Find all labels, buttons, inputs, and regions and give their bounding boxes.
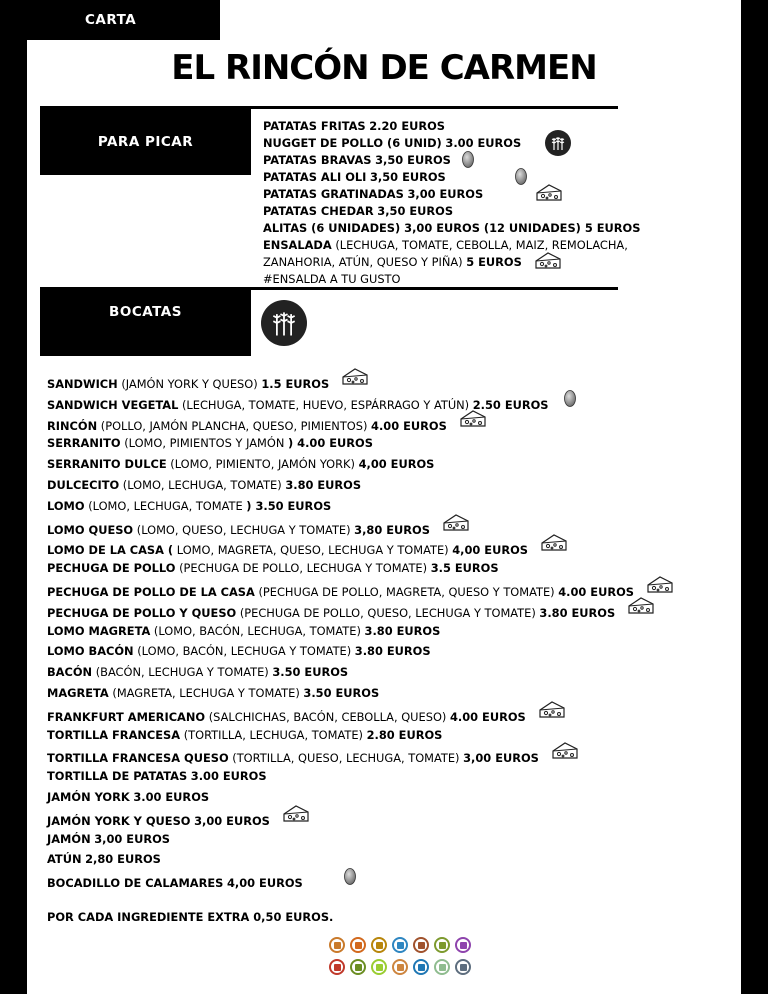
- allergen-icon: [392, 959, 408, 975]
- item-price: 3.80 EUROS: [285, 477, 362, 492]
- item-price: 4,00 EUROS: [452, 543, 528, 558]
- item-name: PATATAS FRITAS: [263, 119, 366, 133]
- item-description: (LOMO, PIMIENTOS Y JAMÓN: [124, 436, 285, 451]
- item-price: 3.80 EUROS: [539, 605, 616, 620]
- item-description: (BACÓN, LECHUGA Y TOMATE): [95, 665, 269, 680]
- item-price: 3,50 EUROS: [377, 204, 454, 218]
- item-name: NUGGET DE POLLO (6 UNID): [263, 136, 442, 150]
- item-description: (LECHUGA, TOMATE, HUEVO, ESPÁRRAGO Y ATÚN): [181, 397, 470, 412]
- item-name: JAMÓN YORK Y QUESO: [47, 813, 191, 828]
- item-name: ALITAS (6 UNIDADES) 3,00 EUROS (12 UNIDADES) 5 EUROS: [263, 221, 641, 235]
- extra-ingredient-note: POR CADA INGREDIENTE EXTRA 0,50 EUROS.: [47, 910, 334, 924]
- menu-item: [47, 704, 737, 725]
- item-description: (TORTILLA, QUESO, LECHUGA, TOMATE): [232, 751, 460, 766]
- item-name: BOCADILLO DE CALAMARES: [47, 876, 224, 891]
- item-name: MAGRETA: [47, 685, 109, 700]
- item-description: (LOMO, QUESO, LECHUGA Y TOMATE): [136, 522, 351, 537]
- item-name: LOMO: [47, 498, 85, 513]
- item-price: 4.00 EUROS: [371, 418, 447, 433]
- allergen-icon: [329, 959, 345, 975]
- item-price: 3.80 EUROS: [354, 644, 431, 659]
- menu-item: [47, 413, 737, 434]
- menu-item: [47, 745, 737, 766]
- item-name: FRANKFURT AMERICANO: [47, 709, 206, 724]
- item-name: TORTILLA DE PATATAS: [47, 769, 188, 784]
- para-picar-list: [263, 118, 683, 288]
- item-name: RINCÓN: [47, 418, 98, 433]
- item-description: ZANAHORIA, ATÚN, QUESO Y PIÑA): [263, 255, 463, 269]
- menu-item: [47, 725, 737, 746]
- item-description: (LOMO, BACÓN, LECHUGA, TOMATE): [153, 623, 361, 638]
- item-name: PATATAS ALI OLI: [263, 170, 367, 184]
- item-description: (LOMO, LECHUGA, TOMATE): [122, 477, 282, 492]
- section-header-para-picar: PARA PICAR: [40, 108, 251, 175]
- menu-item: [47, 683, 737, 704]
- item-description: (LOMO, BACÓN, LECHUGA Y TOMATE): [137, 644, 352, 659]
- menu-item: [47, 433, 737, 454]
- menu-item: [47, 870, 737, 891]
- item-name: PATATAS GRATINADAS: [263, 187, 404, 201]
- restaurant-title: EL RINCÓN DE CARMEN: [171, 48, 597, 88]
- item-price: 2.50 EUROS: [472, 397, 549, 412]
- allergen-icon: [392, 937, 408, 953]
- item-name: SANDWICH: [47, 376, 118, 391]
- cheese-icon: [442, 513, 470, 540]
- item-price: 2,80 EUROS: [85, 852, 161, 867]
- menu-item: [263, 118, 683, 135]
- menu-item: [47, 371, 737, 392]
- item-price: ) 4.00 EUROS: [287, 436, 373, 451]
- menu-item: [47, 787, 737, 808]
- section-header-bocatas: BOCATAS: [40, 289, 251, 356]
- menu-item: [263, 254, 683, 271]
- item-price: 2.80 EUROS: [366, 727, 443, 742]
- allergen-icon: [455, 959, 471, 975]
- cheese-icon: [341, 367, 369, 394]
- cheese-icon: [282, 804, 310, 831]
- item-description: (SALCHICHAS, BACÓN, CEBOLLA, QUESO): [208, 709, 447, 724]
- item-price: 3.50 EUROS: [272, 665, 349, 680]
- cheese-icon: [627, 596, 655, 623]
- item-description: LOMO, MAGRETA, QUESO, LECHUGA Y TOMATE): [176, 543, 449, 558]
- allergen-icon: [413, 959, 429, 975]
- item-price: ) 3.50 EUROS: [246, 498, 332, 513]
- allergen-icon: [413, 937, 429, 953]
- menu-item: [47, 517, 737, 538]
- item-description: (LECHUGA, TOMATE, CEBOLLA, MAIZ, REMOLACHA,: [335, 238, 628, 252]
- item-price: 3.00 EUROS: [190, 769, 267, 784]
- menu-item: [47, 849, 737, 870]
- menu-item: [263, 169, 683, 186]
- item-price: 1.5 EUROS: [261, 376, 330, 391]
- allergen-icon: [350, 937, 366, 953]
- item-name: JAMÓN: [47, 831, 91, 846]
- item-description: (POLLO, JAMÓN PLANCHA, QUESO, PIMIENTOS): [100, 418, 368, 433]
- item-price: 3.50 EUROS: [303, 685, 380, 700]
- menu-item: [263, 186, 683, 203]
- carta-tag: CARTA: [27, 0, 220, 40]
- item-name: JAMÓN YORK: [47, 789, 130, 804]
- menu-item: [47, 766, 737, 787]
- menu-item: [47, 496, 737, 517]
- item-name: DULCECITO: [47, 477, 120, 492]
- menu-item: [47, 600, 737, 621]
- allergen-legend-row-2: [329, 959, 471, 975]
- item-description: (JAMÓN YORK Y QUESO): [121, 376, 258, 391]
- egg-icon: [343, 866, 357, 893]
- item-price: 3,00 EUROS: [463, 751, 539, 766]
- item-name: ATÚN: [47, 852, 82, 867]
- item-name: SANDWICH VEGETAL: [47, 397, 179, 412]
- item-name: LOMO QUESO: [47, 522, 134, 537]
- item-price: 3,00 EUROS: [407, 187, 484, 201]
- item-price: 3.00 EUROS: [133, 789, 210, 804]
- item-price: 4.00 EUROS: [449, 709, 526, 724]
- allergen-icon: [434, 937, 450, 953]
- menu-item: [263, 203, 683, 220]
- item-price: 3,50 EUROS: [375, 153, 451, 167]
- menu-item: [47, 662, 737, 683]
- bocatas-list: [47, 371, 737, 891]
- allergen-icon: [371, 937, 387, 953]
- item-name: LOMO MAGRETA: [47, 623, 151, 638]
- cheese-icon: [540, 533, 568, 560]
- menu-item: [47, 392, 737, 413]
- menu-item: [263, 237, 683, 254]
- item-price: 4.00 EUROS: [558, 584, 634, 599]
- menu-item: [263, 152, 683, 169]
- item-description: (LOMO, LECHUGA, TOMATE: [88, 498, 243, 513]
- item-name: SERRANITO: [47, 436, 121, 451]
- item-name: PATATAS CHEDAR: [263, 204, 374, 218]
- item-description: (PECHUGA DE POLLO, LECHUGA Y TOMATE): [179, 561, 428, 576]
- item-price: 3,50 EUROS: [370, 170, 446, 184]
- menu-item: [263, 271, 683, 288]
- item-price: 3,80 EUROS: [354, 522, 430, 537]
- item-description: (PECHUGA DE POLLO, QUESO, LECHUGA Y TOMATE): [239, 605, 536, 620]
- item-name: PECHUGA DE POLLO: [47, 561, 176, 576]
- item-description: (LOMO, PIMIENTO, JAMÓN YORK): [170, 457, 355, 472]
- menu-item: [47, 829, 737, 850]
- item-description: (MAGRETA, LECHUGA Y TOMATE): [112, 685, 300, 700]
- allergen-icon: [434, 959, 450, 975]
- item-name: TORTILLA FRANCESA QUESO: [47, 751, 229, 766]
- menu-item: [47, 537, 737, 558]
- item-name: BACÓN: [47, 665, 93, 680]
- menu-item: [47, 475, 737, 496]
- item-name: LOMO DE LA CASA (: [47, 543, 174, 558]
- item-name: ENSALADA: [263, 238, 332, 252]
- allergen-icon: [371, 959, 387, 975]
- menu-item: [47, 808, 737, 829]
- cheese-icon: [538, 700, 566, 727]
- cheese-icon: [551, 741, 579, 768]
- cheese-icon: [459, 409, 487, 436]
- menu-item: [263, 220, 683, 237]
- menu-item: [47, 621, 737, 642]
- gluten-icon: [261, 300, 307, 346]
- item-name: PECHUGA DE POLLO Y QUESO: [47, 605, 237, 620]
- menu-item: [47, 641, 737, 662]
- menu-item: [47, 558, 737, 579]
- allergen-icon: [455, 937, 471, 953]
- item-name: SERRANITO DULCE: [47, 457, 167, 472]
- menu-item: [47, 454, 737, 475]
- menu-page: [27, 0, 741, 994]
- egg-icon: [563, 388, 577, 415]
- item-name: TORTILLA FRANCESA: [47, 727, 181, 742]
- gluten-icon: [545, 130, 571, 156]
- item-name: PATATAS BRAVAS: [263, 153, 372, 167]
- item-price: 4,00 EUROS: [358, 457, 435, 472]
- item-price: 2.20 EUROS: [369, 119, 446, 133]
- item-price: 3.5 EUROS: [430, 561, 499, 576]
- item-name: LOMO BACÓN: [47, 644, 134, 659]
- item-description: #ENSALDA A TU GUSTO: [263, 272, 401, 286]
- item-price: 3.80 EUROS: [364, 623, 441, 638]
- item-description: (PECHUGA DE POLLO, MAGRETA, QUESO Y TOMATE): [258, 584, 555, 599]
- item-name: PECHUGA DE POLLO DE LA CASA: [47, 584, 255, 599]
- item-price: 4,00 EUROS: [226, 876, 303, 891]
- item-price: 3,00 EUROS: [194, 813, 270, 828]
- item-price: 3,00 EUROS: [94, 831, 170, 846]
- allergen-icon: [329, 937, 345, 953]
- item-price: 3.00 EUROS: [445, 136, 522, 150]
- item-description: (TORTILLA, LECHUGA, TOMATE): [183, 727, 363, 742]
- allergen-icon: [350, 959, 366, 975]
- item-price: 5 EUROS: [466, 255, 522, 269]
- allergen-legend-row-1: [329, 937, 471, 953]
